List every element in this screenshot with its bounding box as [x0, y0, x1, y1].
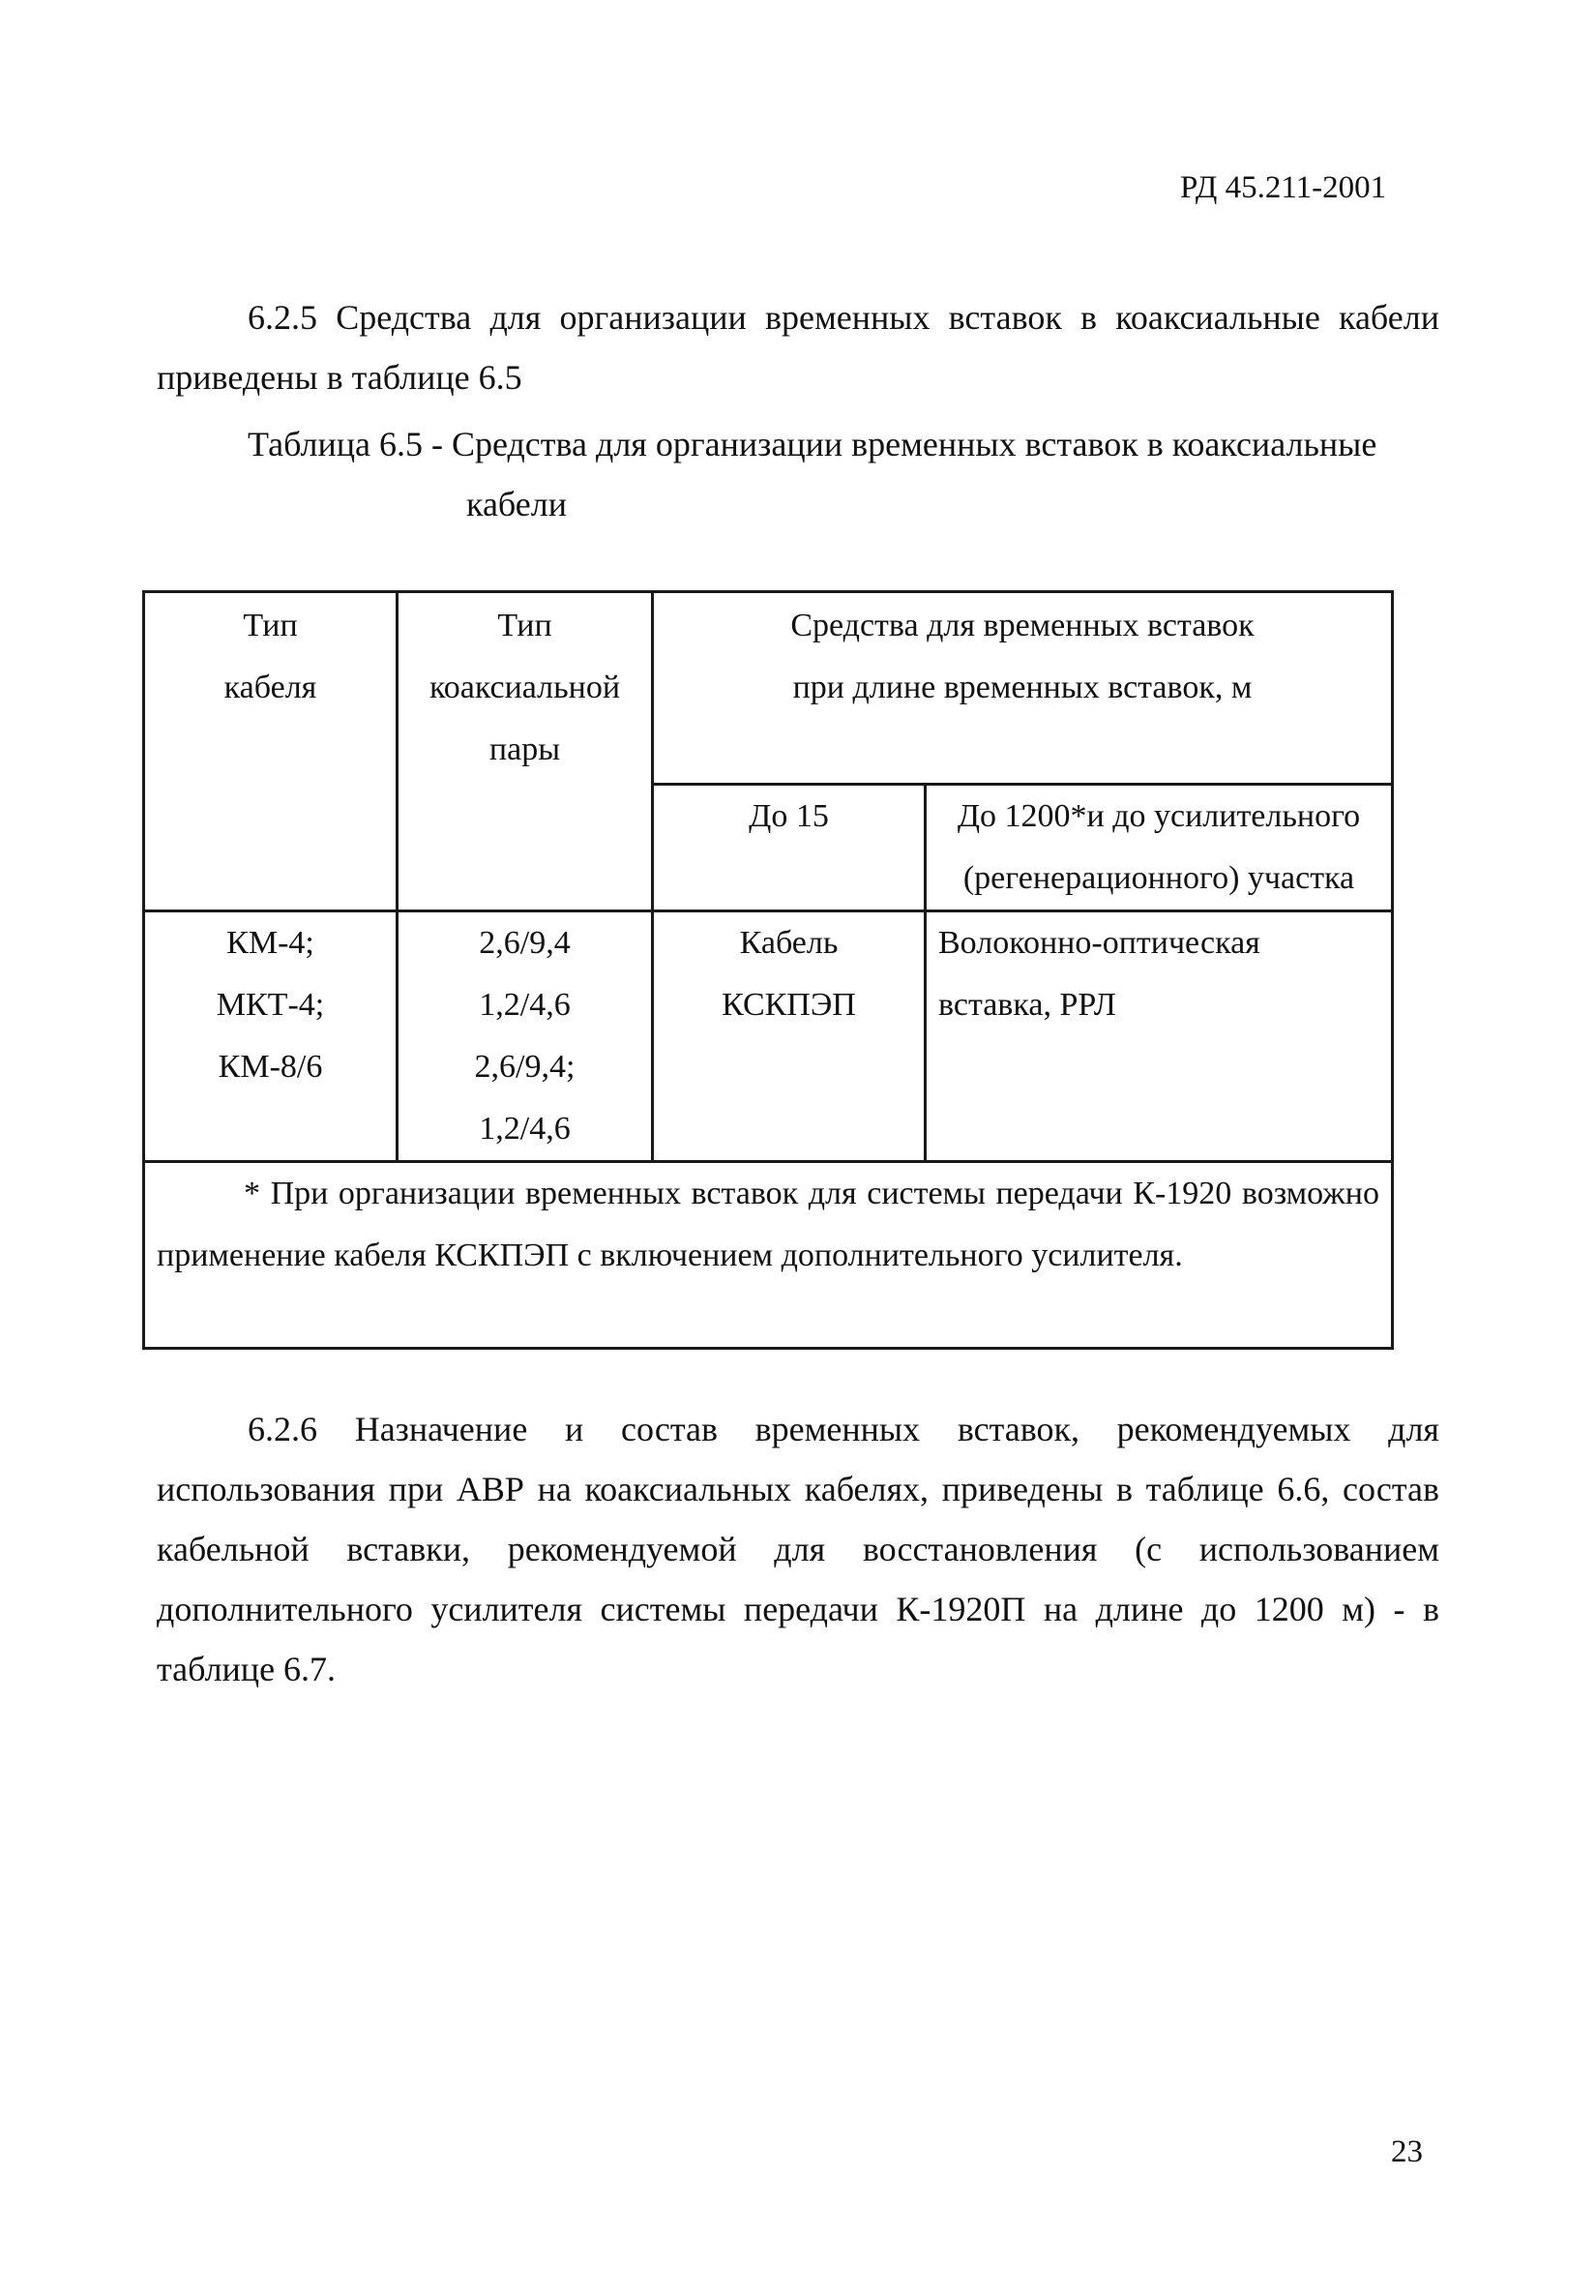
table-caption: [248, 414, 1441, 534]
header-pair-type: [398, 592, 653, 911]
section-6-2-5-text: 6.2.5 Средства для организации временных вставок в коаксиальные кабели приведены в таблице 6.5: [157, 298, 1439, 397]
table-footnote-text: * При организации временных вставок для системы передачи К-1920 возможно применение кабеля КСКПЭП с включением дополнительного усилителя.: [157, 1176, 1379, 1273]
document-code: РД 45.211-2001: [1180, 170, 1387, 205]
header-up-to-15-text: До 15: [749, 798, 829, 834]
cable-type-km86: КМ-8/6: [218, 1049, 323, 1085]
up-to-1200-line2: вставка, РРЛ: [938, 987, 1116, 1023]
header-up-to-1200-line2: (регенерационного) участка: [962, 860, 1355, 896]
page-number: 23: [1391, 2134, 1423, 2169]
means-table: [142, 590, 1394, 1350]
section-6-2-5-paragraph: [157, 287, 1439, 407]
up-to-15-line1: Кабель: [739, 925, 839, 961]
table-footnote-row: [144, 1162, 1393, 1349]
header-up-to-1200: [926, 785, 1393, 911]
header-cable-type: [144, 592, 398, 911]
table-row: [144, 911, 1393, 1162]
pair-type-2: 1,2/4,6: [479, 987, 571, 1023]
table-6-5: [142, 590, 1394, 1350]
header-pair-type-line3: пары: [488, 731, 561, 767]
header-pair-type-line1: Тип: [497, 608, 552, 643]
header-means-line2: при длине временных вставок, м: [792, 670, 1253, 705]
table-footnote: [144, 1162, 1393, 1349]
section-6-2-6-paragraph: [157, 1399, 1439, 1699]
header-up-to-1200-line1: До 1200*и до усилительного: [957, 798, 1361, 834]
pair-type-3: 2,6/9,4;: [474, 1049, 576, 1085]
cell-cable-types: [144, 911, 398, 1162]
pair-type-1: 2,6/9,4: [479, 925, 571, 961]
cell-pair-types: [398, 911, 653, 1162]
cell-up-to-1200: [926, 911, 1393, 1162]
header-cable-type-line2: кабеля: [223, 670, 317, 705]
cable-type-km4: КМ-4;: [226, 925, 314, 961]
table-header-row: [144, 592, 1393, 785]
header-up-to-15: [653, 785, 926, 911]
up-to-15-line2: КСКПЭП: [722, 987, 856, 1023]
header-means: [653, 592, 1393, 785]
up-to-1200-line1: Волоконно-оптическая: [938, 925, 1260, 961]
pair-type-4: 1,2/4,6: [479, 1111, 571, 1147]
header-pair-type-line2: коаксиальной: [429, 670, 621, 705]
header-cable-type-line1: Тип: [243, 608, 298, 643]
section-6-2-6-text: 6.2.6 Назначение и состав временных вставок, рекомендуемых для использования при АВР на коаксиальных кабелях, приведены в таблице 6.6, состав кабельной вставки, рекомендуемой для восстановления (с использованием дополнительного усилителя системы передачи К-1920П на длине до 1200 м) - в таблице 6.7.: [157, 1410, 1439, 1688]
header-means-line1: Средства для временных вставок: [790, 608, 1255, 643]
table-caption-line2: кабели: [466, 485, 567, 523]
cable-type-mkt4: МКТ-4;: [216, 987, 325, 1023]
table-caption-line1: Таблица 6.5 - Средства для организации временных вставок в коаксиальные: [248, 425, 1377, 463]
cell-up-to-15: [653, 911, 926, 1162]
